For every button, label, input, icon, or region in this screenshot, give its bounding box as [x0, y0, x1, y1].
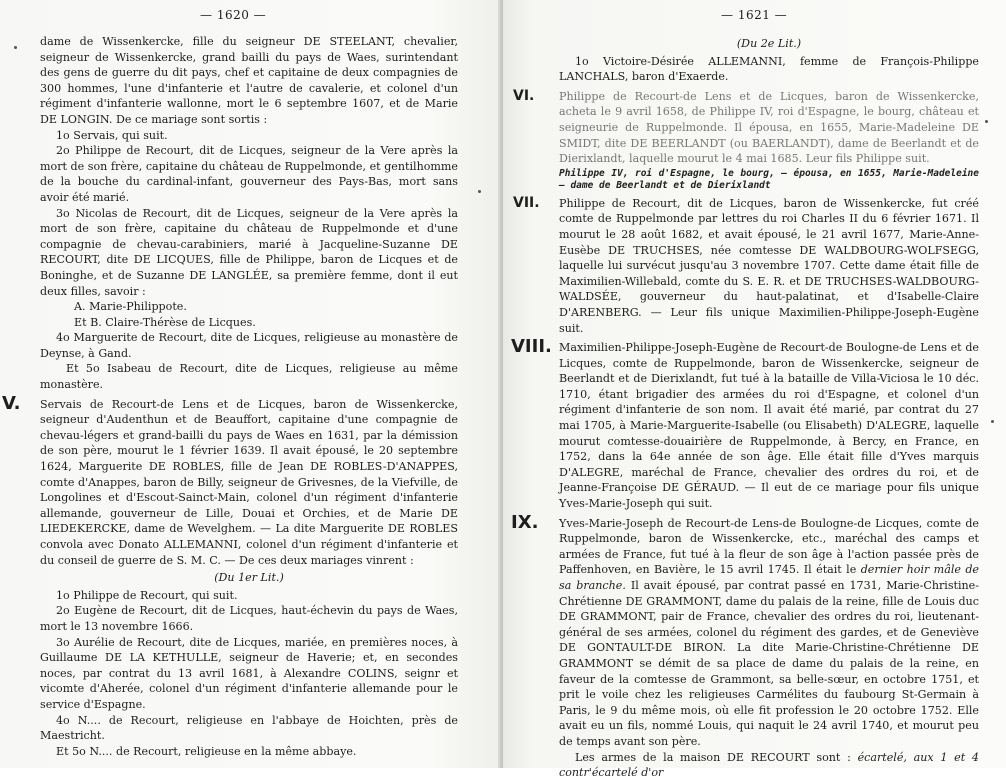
- section-text: Maximilien-Philippe-Joseph-Eugène de Recourt-de Boulogne-de Lens et de Licques, comte de Ruppelmonde, baron de Wissenkercke, seigneur de Beerlandt et de Dierixlandt, fut tué à la bataille de Villa-Viciosa le 10 déc. 1710, étant brigadier des armées du roi d'Espagne, et colonel d'un régiment d'infanterie de son nom. Il avait été marié, par contrat du 27 mai 1705, à Marie-Marguerite-Isabelle (ou Elisabeth) D'ALEGRE, laquelle mourut comtesse-douairière de Ruppelmonde, à Bercy, en France, en 1752, dans la 64e année de son âge. Elle était fille d'Yves marquis D'ALEGRE, maréchal de France, chevalier des ordres du roi, et de Jeanne-Françoise DE GÉRAUD. — Il eut de ce mariage pour fils unique Yves-Marie-Joseph qui suit.: [559, 341, 979, 511]
- left-page-number: — 1620 —: [200, 8, 267, 22]
- section-text-part: Il avait épousé, par contrat passé en 1731, Marie-Christine-Chrétienne DE GRAMMONT, dame du palais de la reine, fille de Louis duc DE GRAMMONT, pair de France, chevalier des ordres du roi, lieutenant-général de ses armées, colonel du régiment des gardes, et de Geneviève DE GONTAULT-DE BIRON. La dite Marie-Christine-Chrétienne DE GRAMMONT se démit de sa place de dame du palais de la reine, en faveur de la comtesse de Grammont, sa belle-sœur, en octobre 1751, et prit le voile chez les religieuses Carmélites du faubourg St-Germain à Paris, le 9 du même mois, où elle fit profession le 20 octobre 1752. Elle avait eu un fils, nommé Louis, qui naquit le 24 avril 1740, et mourut peu de temps avant son père.: [559, 579, 979, 748]
- grandchild-item: Et B. Claire-Thérèse de Licques.: [74, 315, 256, 329]
- child-item: 4o Marguerite de Recourt, dite de Licques, religieuse au monastère de Deynse, à Gand.: [40, 331, 458, 360]
- section-ix: [511, 511, 979, 750]
- ink-speck: [478, 190, 481, 193]
- right-page-number: — 1621 —: [721, 8, 788, 22]
- section-text: Servais de Recourt-de Lens et de Licques, baron de Wissenkercke, seigneur d'Audenthun et de Beauffort, capitaine d'une compagnie de chevau-légers et grand-bailli du pays de Waes en 1631, par la démission de son père, mourut le 1 février 1639. Il avait épousé, le 20 septembre 1624, Marguerite DE ROBLES, fille de Jean DE ROBLES-D'ANAPPES, comte d'Anappes, baron de Billy, seigneur de Grivesnes, de la Viefville, de Longolines et d'Escout-Sainct-Main, colonel d'un régiment d'infanterie allemande, gouverneur de Lille, Douai et Orchies, et de Marie DE LIEDEKERCKE, dame de Wevelghem. — La dite Marguerite DE ROBLES convola avec Donato ALLEMANNI, colonel d'un régiment d'infanterie et du conseil de guerre de S. M. C. — De ces deux mariages vinrent :: [40, 397, 458, 567]
- child-item: 3o Nicolas de Recourt, dit de Licques, seigneur de la Vere après la mort de son frère, capitaine du château de Ruppelmonde et d'une compagnie de chevau-carabiniers, marié à Jacqueline-Suzanne DE RECOURT, dite DE LICQUES, fille de Philippe, baron de Licques et de Boninghe, et de Suzanne DE LANGLÉE, sa première femme, dont il eut deux filles, savoir :: [40, 206, 458, 298]
- arms-line-italic: écartelé, aux 1 et 4 contr'écartelé d'or: [559, 750, 979, 780]
- paragraph-continuation: dame de Wissenkercke, fille du seigneur DE STEELANT, chevalier, seigneur de Wissenkercke, grand bailli du pays de Waes, surintendant des gens de guerre du dit pays, chef et capitaine de deux compagnies de 300 hommes, l'une d'infanterie et l'autre de cavalerie, et colonel d'un régiment d'infanterie wallonne, mort le 6 septembre 1607, et de Marie DE LONGIN. De ce mariage sont sortis :: [40, 35, 458, 126]
- child-item: 1o Victoire-Désirée ALLEMANNI, femme de François-Philippe LANCHALS, baron d'Exaerde.: [559, 54, 979, 84]
- section-text: Philippe de Recourt-de Lens et de Licques, baron de Wissenkercke, acheta le 9 avril 1658, de Philippe IV, roi d'Espagne, le bourg, château et seigneurie de Ruppelmonde. Il épousa, en 1655, Marie-Madeleine DE SMIDT, dite DE BEERLANDT (ou BAERLANDT), dame de Beerlandt et de Dierixlandt, laquelle mourut le 4 mai 1685. Leur fils Philippe suit.: [559, 89, 979, 166]
- section-viii: [511, 336, 979, 512]
- section-vii: [513, 194, 979, 336]
- child-item: 2o Eugène de Recourt, dit de Licques, haut-échevin du pays de Waes, mort le 13 novembre 1666.: [40, 604, 458, 633]
- arms-line-plain: Les armes de la maison DE RECOURT sont :: [575, 750, 851, 764]
- grandchild-item: A. Marie-Philippote.: [74, 300, 187, 314]
- ink-speck: [985, 120, 988, 123]
- section-numeral: VIII.: [511, 336, 552, 358]
- section-numeral: IX.: [511, 511, 539, 533]
- arms-line: [559, 750, 979, 781]
- section-text: Philippe de Recourt, dit de Licques, baron de Wissenkercke, fut créé comte de Ruppelmonde par lettres du roi Charles II du 6 février 1671. Il mourut le 28 août 1682, et avait épousé, le 21 avril 1677, Marie-Anne-Eusèbe DE TRUCHSES, née comtesse DE WALDBOURG-WOLFSEGG, laquelle lui survécut jusqu'au 3 novembre 1707. Cette dame était fille de Maximilien-Willebald, comte du S. E. R. et DE TRUCHSES-WALDBOURG-WALDSÉE, gouverneur du haut-palatinat, et d'Isabelle-Claire D'ARENBERG. — Leur fils unique Maximilien-Philippe-Joseph-Eugène suit.: [559, 196, 979, 335]
- child-item: 1o Servais, qui suit.: [56, 128, 168, 142]
- right-page: [503, 0, 1006, 780]
- section-text-italic: dernier hoir mâle de sa branche.: [559, 563, 979, 592]
- section-numeral: V.: [2, 392, 21, 414]
- child-item: 4o N.... de Recourt, religieuse en l'abbaye de Hoichten, près de Maestricht.: [40, 713, 458, 743]
- left-page-text: [2, 34, 458, 759]
- section-numeral: VII.: [513, 194, 540, 211]
- section-v: [2, 392, 458, 569]
- section-text: [559, 516, 979, 750]
- section-text-part: Yves-Marie-Joseph de Recourt-de Lens-de Boulogne-de Licques, comte de Ruppelmonde, baron de Wissenkercke, etc., maréchal des camps et armées de France, fut tué à la fleur de son âge à l'action passée près de Paffenhoven, en Bavière, le 15 avril 1745. Il était le: [559, 516, 979, 577]
- marriage-heading: (Du 1er Lit.): [214, 571, 284, 585]
- child-item: Et 5o N.... de Recourt, religieuse en la même abbaye.: [56, 744, 357, 758]
- marriage-heading: (Du 2e Lit.): [736, 37, 802, 50]
- section-numeral: VI.: [513, 87, 535, 104]
- child-item: 2o Philippe de Recourt, dit de Licques, seigneur de la Vere après la mort de son frère, capitaine du château de Ruppelmonde, et gentilhomme de la bouche du cardinal-infant, gouverneur des Pays-Bas, mort sans avoir été marié.: [40, 144, 458, 204]
- ink-speck: [14, 46, 17, 49]
- left-page: [0, 0, 503, 768]
- handwritten-annotation: Philippe IV, roi d'Espagne, le bourg, — épousa, en 1655, Marie-Madeleine — dame de Beerlandt et de Dierixlandt: [559, 167, 979, 191]
- child-item: Et 5o Isabeau de Recourt, dite de Licques, religieuse au même monastère.: [40, 362, 458, 392]
- child-item: 3o Aurélie de Recourt, dite de Licques, mariée, en premières noces, à Guillaume DE LA KETHULLE, seigneur de Haverie; et, en secondes noces, par contrat du 13 avril 1681, à Alexandre COLINS, seignr et vicomte d'Aherée, colonel d'un régiment d'infanterie allemande pour le service d'Espagne.: [40, 635, 458, 711]
- child-item: 1o Philippe de Recourt, qui suit.: [56, 588, 238, 602]
- section-vi: [513, 87, 979, 192]
- right-page-text: [511, 34, 979, 781]
- ink-speck: [991, 420, 994, 423]
